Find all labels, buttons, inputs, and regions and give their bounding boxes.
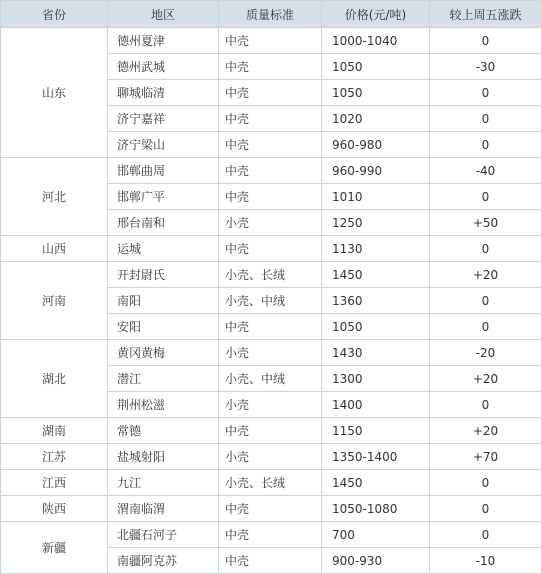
quality-cell: 中壳 (219, 106, 322, 132)
change-cell: 0 (430, 236, 541, 262)
change-cell: -10 (430, 548, 541, 574)
province-cell: 湖南 (1, 418, 108, 444)
price-cell: 1130 (322, 236, 430, 262)
change-cell: 0 (430, 314, 541, 340)
province-cell: 山东 (1, 28, 108, 158)
area-cell: 潜江 (108, 366, 219, 392)
change-cell: +70 (430, 444, 541, 470)
area-cell: 德州武城 (108, 54, 219, 80)
quality-cell: 中壳 (219, 548, 322, 574)
price-cell: 1010 (322, 184, 430, 210)
quality-cell: 中壳 (219, 184, 322, 210)
table-row (1, 444, 541, 470)
price-cell: 960-980 (322, 132, 430, 158)
price-cell: 1150 (322, 418, 430, 444)
quality-cell: 小壳 (219, 392, 322, 418)
change-cell: 0 (430, 28, 541, 54)
quality-cell: 中壳 (219, 158, 322, 184)
quality-cell: 小壳 (219, 444, 322, 470)
province-cell: 河北 (1, 158, 108, 236)
table-row (1, 496, 541, 522)
price-cell: 700 (322, 522, 430, 548)
quality-cell: 小壳、长绒 (219, 262, 322, 288)
change-cell: 0 (430, 496, 541, 522)
province-cell: 河南 (1, 262, 108, 340)
province-cell: 江西 (1, 470, 108, 496)
table-row (1, 158, 541, 184)
price-cell: 1050 (322, 80, 430, 106)
area-cell: 邢台南和 (108, 210, 219, 236)
quality-cell: 小壳、长绒 (219, 470, 322, 496)
area-cell: 九江 (108, 470, 219, 496)
area-cell: 北疆石河子 (108, 522, 219, 548)
quality-cell: 中壳 (219, 28, 322, 54)
quality-cell: 小壳、中绒 (219, 288, 322, 314)
table-row (1, 262, 541, 288)
area-cell: 渭南临渭 (108, 496, 219, 522)
area-cell: 邯郸广平 (108, 184, 219, 210)
change-cell: 0 (430, 522, 541, 548)
quality-cell: 小壳、中绒 (219, 366, 322, 392)
change-cell: +20 (430, 418, 541, 444)
price-cell: 1300 (322, 366, 430, 392)
table-row (1, 236, 541, 262)
price-cell: 1360 (322, 288, 430, 314)
price-cell: 1450 (322, 262, 430, 288)
quality-cell: 中壳 (219, 314, 322, 340)
province-cell: 江苏 (1, 444, 108, 470)
price-cell: 900-930 (322, 548, 430, 574)
area-cell: 盐城射阳 (108, 444, 219, 470)
table-row (1, 418, 541, 444)
header-price: 价格(元/吨) (322, 1, 430, 28)
area-cell: 开封尉氏 (108, 262, 219, 288)
change-cell: 0 (430, 80, 541, 106)
province-cell: 陕西 (1, 496, 108, 522)
change-cell: 0 (430, 132, 541, 158)
area-cell: 南阳 (108, 288, 219, 314)
quality-cell: 中壳 (219, 496, 322, 522)
header-quality: 质量标准 (219, 1, 322, 28)
header-area: 地区 (108, 1, 219, 28)
price-cell: 1020 (322, 106, 430, 132)
quality-cell: 中壳 (219, 236, 322, 262)
change-cell: -40 (430, 158, 541, 184)
area-cell: 济宁嘉祥 (108, 106, 219, 132)
area-cell: 南疆阿克苏 (108, 548, 219, 574)
quality-cell: 小壳 (219, 340, 322, 366)
change-cell: +50 (430, 210, 541, 236)
change-cell: +20 (430, 366, 541, 392)
price-cell: 1250 (322, 210, 430, 236)
change-cell: +20 (430, 262, 541, 288)
table-body (1, 28, 541, 574)
area-cell: 常德 (108, 418, 219, 444)
change-cell: -30 (430, 54, 541, 80)
province-cell: 湖北 (1, 340, 108, 418)
quality-cell: 中壳 (219, 54, 322, 80)
price-cell: 1050 (322, 314, 430, 340)
area-cell: 黄冈黄梅 (108, 340, 219, 366)
table-row (1, 340, 541, 366)
area-cell: 运城 (108, 236, 219, 262)
price-cell: 1450 (322, 470, 430, 496)
quality-cell: 中壳 (219, 418, 322, 444)
quality-cell: 小壳 (219, 210, 322, 236)
change-cell: 0 (430, 392, 541, 418)
price-cell: 1400 (322, 392, 430, 418)
price-cell: 960-990 (322, 158, 430, 184)
price-cell: 1000-1040 (322, 28, 430, 54)
quality-cell: 中壳 (219, 80, 322, 106)
table-row (1, 470, 541, 496)
header-change: 较上周五涨跌 (430, 1, 541, 28)
price-cell: 1050 (322, 54, 430, 80)
area-cell: 济宁梁山 (108, 132, 219, 158)
price-cell: 1350-1400 (322, 444, 430, 470)
price-cell: 1430 (322, 340, 430, 366)
header-province: 省份 (1, 1, 108, 28)
header-row (1, 1, 541, 28)
quality-cell: 中壳 (219, 132, 322, 158)
area-cell: 荆州松滋 (108, 392, 219, 418)
province-cell: 新疆 (1, 522, 108, 574)
change-cell: 0 (430, 288, 541, 314)
area-cell: 安阳 (108, 314, 219, 340)
change-cell: -20 (430, 340, 541, 366)
price-cell: 1050-1080 (322, 496, 430, 522)
quality-cell: 中壳 (219, 522, 322, 548)
change-cell: 0 (430, 184, 541, 210)
area-cell: 德州夏津 (108, 28, 219, 54)
table-row (1, 28, 541, 54)
change-cell: 0 (430, 470, 541, 496)
area-cell: 邯郸曲周 (108, 158, 219, 184)
table-row (1, 522, 541, 548)
change-cell: 0 (430, 106, 541, 132)
province-cell: 山西 (1, 236, 108, 262)
area-cell: 聊城临清 (108, 80, 219, 106)
